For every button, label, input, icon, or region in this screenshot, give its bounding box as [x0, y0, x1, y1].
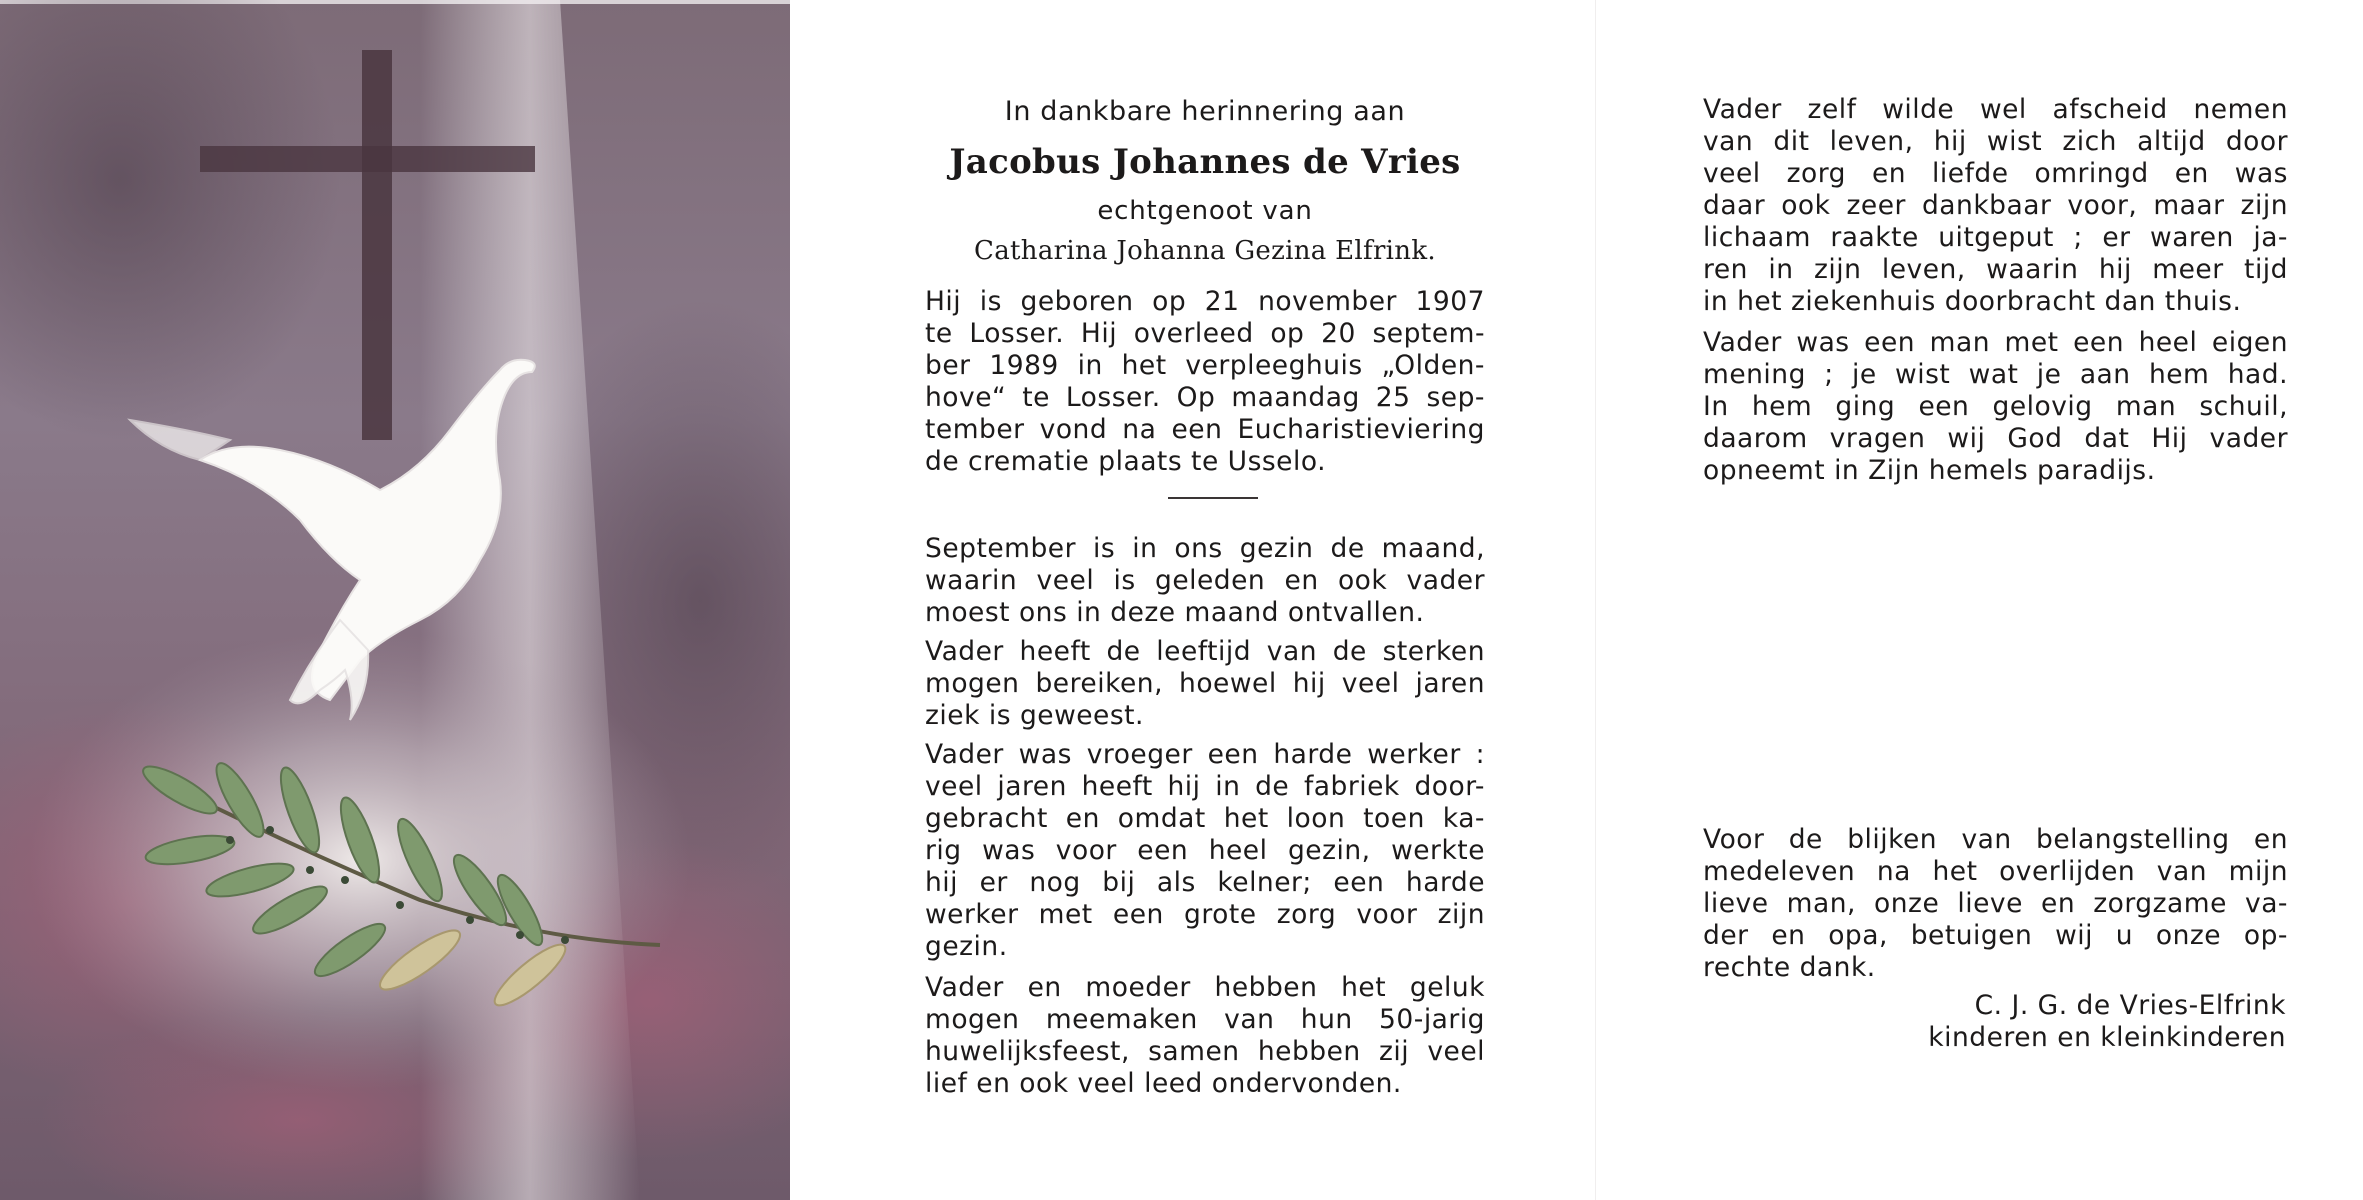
text-line: mogen meemaken van hun 50-jarig	[925, 1004, 1485, 1035]
text-line: werker met een grote zorg voor zijn	[925, 899, 1485, 930]
text-line: Voor de blijken van belangstelling en	[1703, 824, 2288, 855]
text-line: daarom vragen wij God dat Hij vader	[1703, 423, 2288, 454]
text-line: moest ons in deze maand ontvallen.	[925, 597, 1425, 628]
birth-paragraph	[925, 286, 1485, 478]
text-line: gebracht en omdat het loon toen ka-	[925, 803, 1485, 834]
fold-line	[1595, 0, 1596, 1200]
text-line: mogen bereiken, hoewel hij veel jaren	[925, 668, 1485, 699]
spouse-label: echtgenoot van	[1097, 196, 1313, 226]
text-line: lichaam raakte uitgeput ; er waren ja-	[1703, 222, 2288, 253]
anniversary-paragraph	[925, 972, 1485, 1100]
text-line: Hij is geboren op 21 november 1907	[925, 286, 1485, 317]
text-line: tember vond na een Eucharistieviering	[925, 414, 1485, 445]
text-line: te Losser. Hij overleed op 20 septem-	[925, 318, 1485, 349]
text-line: der en opa, betuigen wij u onze op-	[1703, 920, 2288, 951]
text-line: hove“ te Losser. Op maandag 25 sep-	[925, 382, 1485, 413]
signature-line: kinderen en kleinkinderen	[1928, 1022, 2286, 1053]
text-line: In hem ging een gelovig man schuil,	[1703, 391, 2288, 422]
farewell-paragraph	[1703, 94, 2288, 318]
text-line: mening ; je wist wat je aan hem had.	[1703, 359, 2288, 390]
text-line: veel zorg en liefde omringd en was	[1703, 158, 2288, 189]
age-paragraph	[925, 636, 1485, 732]
text-line: de crematie plaats te Usselo.	[925, 446, 1327, 477]
text-line: lieve man, onze lieve en zorgzame va-	[1703, 888, 2288, 919]
text-line: rechte dank.	[1703, 952, 1876, 983]
text-line: opneemt in Zijn hemels paradijs.	[1703, 455, 2156, 486]
deceased-name: Jacobus Johannes de Vries	[949, 142, 1461, 182]
text-line: gezin.	[925, 931, 1008, 962]
text-line: ren in zijn leven, waarin hij meer tijd	[1703, 254, 2288, 285]
text-line: van dit leven, hij wist zich altijd door	[1703, 126, 2288, 157]
text-line: Vader heeft de leeftijd van de sterken	[925, 636, 1485, 667]
text-line: Vader en moeder hebben het geluk	[925, 972, 1485, 1003]
text-line: ber 1989 in het verpleeghuis „Olden-	[925, 350, 1485, 381]
text-line: September is in ons gezin de maand,	[925, 533, 1485, 564]
text-line: Vader was een man met een heel eigen	[1703, 327, 2288, 358]
card-inside-right	[1703, 0, 2288, 1200]
text-line: waarin veel is geleden en ook vader	[925, 565, 1485, 596]
text-line: Vader zelf wilde wel afscheid nemen	[1703, 94, 2288, 125]
worker-paragraph	[925, 739, 1485, 963]
opinion-paragraph	[1703, 327, 2288, 487]
text-line: veel jaren heeft hij in de fabriek door-	[925, 771, 1485, 802]
text-line: in het ziekenhuis doorbracht dan thuis.	[1703, 286, 2242, 317]
thanks-paragraph	[1703, 824, 2288, 984]
text-line: daar ook zeer dankbaar voor, maar zijn	[1703, 190, 2288, 221]
signature	[1928, 990, 2286, 1054]
card-front-illustration	[0, 0, 790, 1200]
september-paragraph	[925, 533, 1485, 629]
text-line: hij er nog bij als kelner; een harde	[925, 867, 1485, 898]
signature-line: C. J. G. de Vries-Elfrink	[1974, 990, 2286, 1021]
text-line: lief en ook veel leed ondervonden.	[925, 1068, 1402, 1099]
text-line: ziek is geweest.	[925, 700, 1144, 731]
text-line: medeleven na het overlijden van mijn	[1703, 856, 2288, 887]
text-line: rig was voor een heel gezin, werkte	[925, 835, 1485, 866]
divider	[1168, 497, 1258, 499]
card-inside-left	[925, 0, 1485, 1200]
intro-heading: In dankbare herinnering aan	[1004, 96, 1406, 127]
text-line: Vader was vroeger een harde werker :	[925, 739, 1485, 770]
spouse-name: Catharina Johanna Gezina Elfrink.	[974, 236, 1436, 266]
text-line: huwelijksfeest, samen hebben zij veel	[925, 1036, 1485, 1067]
